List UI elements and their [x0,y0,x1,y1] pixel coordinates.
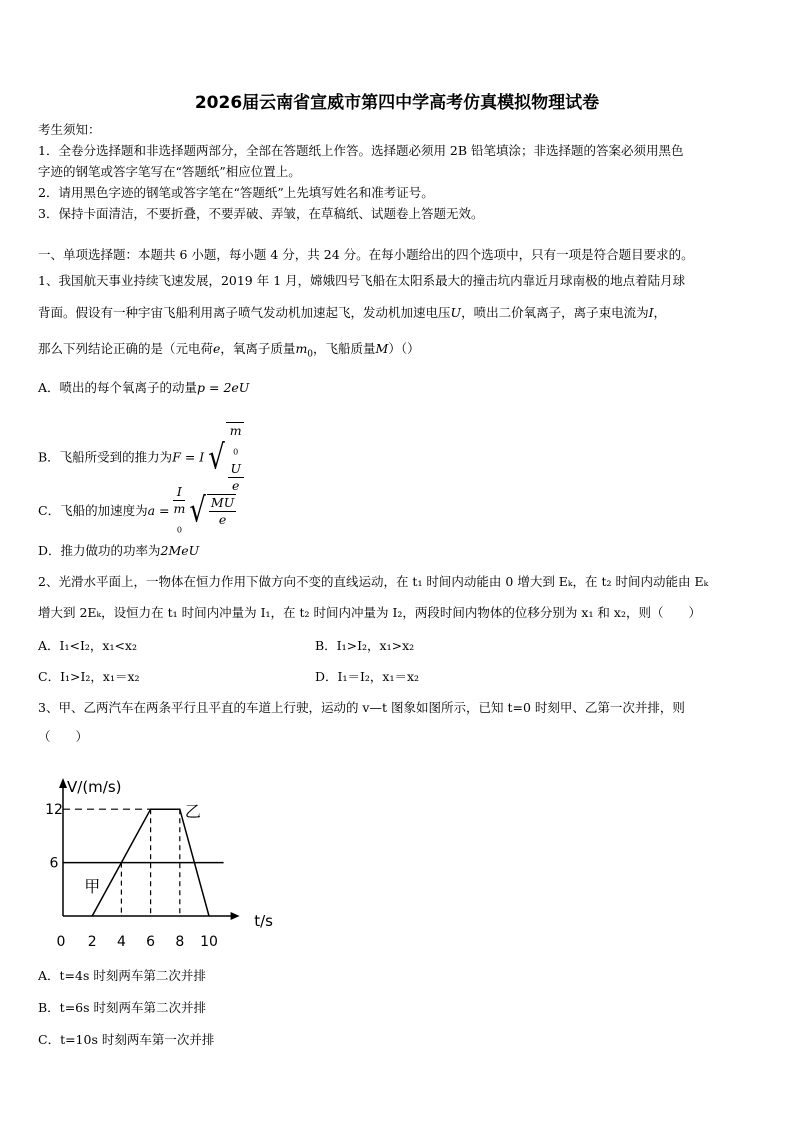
q1-option-d[interactable]: D．推力做功的功率为2MeU [38,543,200,558]
q1-line1: 1、我国航天事业持续飞速发展，2019 年 1 月，嫦娥四号飞船在太阳系最大的撞击坑内靠近月球南极的地点着陆月球 [38,273,686,288]
x-tick-label: 10 [200,934,218,950]
q1-option-b[interactable]: B．飞船所受到的推力为F = I √ m $_0$ U e [38,423,242,493]
q2-option-d[interactable]: D．I₁＝I₂，x₁＝x₂ [315,669,420,684]
q2-line1: 2、光滑水平面上，一物体在恒力作用下做方向不变的直线运动，在 t₁ 时间内动能由 0 增大到 Eₖ，在 t₂ 时间内动能由 Eₖ [38,574,709,589]
series-label-jia: 甲 [84,876,101,896]
q1-option-c[interactable]: C．飞船的加速度为a = I m $_0$ √ $\frac{MU}{e}$ [38,484,235,535]
page-title: 2026届云南省宣威市第四中学高考仿真模拟物理试卷 [194,93,600,113]
q2-option-b[interactable]: B．I₁>I₂，x₁>x₂ [315,638,415,653]
x-tick-label: 8 [175,934,185,950]
q2-option-c[interactable]: C．I₁>I₂，x₁＝x₂ [38,669,140,684]
q3-option-a[interactable]: A．t=4s 时刻两车第二次并排 [38,968,206,983]
x-axis-arrow [231,912,240,920]
y-axis-label: V/(m/s) [67,778,122,796]
q1-line3: 那么下列结论正确的是（元电荷e，氧离子质量$m_0$，飞船质量M）（） [38,341,420,360]
notice-item-3: 3．保持卡面清洁，不要折叠，不要弄破、弄皱，在草稿纸、试题卷上答题无效。 [38,206,484,221]
x-axis-label: t/s [254,912,273,930]
q3-option-c[interactable]: C．t=10s 时刻两车第一次并排 [38,1032,215,1047]
x-tick-label: 6 [146,934,156,950]
section-heading: 一、单项选择题：本题共 6 小题，每小题 4 分，共 24 分。在每小题给出的四个选项中，只有一项是符合题目要求的。 [38,247,694,262]
q1-line2: 背面。假设有一种宇宙飞船利用离子喷气发动机加速起飞，发动机加速电压U，喷出二价氧离子，离子束电流为I， [38,305,667,320]
x-tick-label: 2 [87,934,97,950]
q2-line2: 增大到 2Eₖ，设恒力在 t₁ 时间内冲量为 I₁，在 t₂ 时间内冲量为 I₂，两段时间内物体的位移分别为 x₁ 和 x₂，则（ ） [38,605,701,620]
x-tick-label: 4 [116,934,126,950]
series-label-yi: 乙 [184,802,201,822]
notice-heading: 考生须知： [38,122,101,137]
q3-line2: （ ） [38,729,89,744]
y-axis-arrow [59,778,67,788]
q3-line1: 3、甲、乙两汽车在两条平行且平直的车道上行驶，运动的 v—t 图象如图所示，已知 t=0 时刻甲、乙第一次并排，则 [38,700,685,715]
q2-option-a[interactable]: A．I₁<I₂，x₁<x₂ [38,638,137,653]
q1-option-a[interactable]: A．喷出的每个氧离子的动量p = 2eU [38,380,250,395]
notice-item-2: 2．请用黑色字迹的钢笔或答字笔在“答题纸”上先填写姓名和准考证号。 [38,185,434,200]
x-tick-label: 0 [56,934,66,950]
notice-item-1-cont: 字迹的钢笔或答字笔写在“答题纸”相应位置上。 [38,164,301,179]
y-tick-label: 12 [45,802,63,819]
q3-option-b[interactable]: B．t=6s 时刻两车第二次并排 [38,1000,207,1015]
vt-chart [30,768,310,958]
y-tick-label: 6 [49,855,59,872]
notice-item-1: 1．全卷分选择题和非选择题两部分，全部在答题纸上作答。选择题必须用 2B 铅笔填涂；非选择题的答案必须用黑色 [38,143,684,158]
